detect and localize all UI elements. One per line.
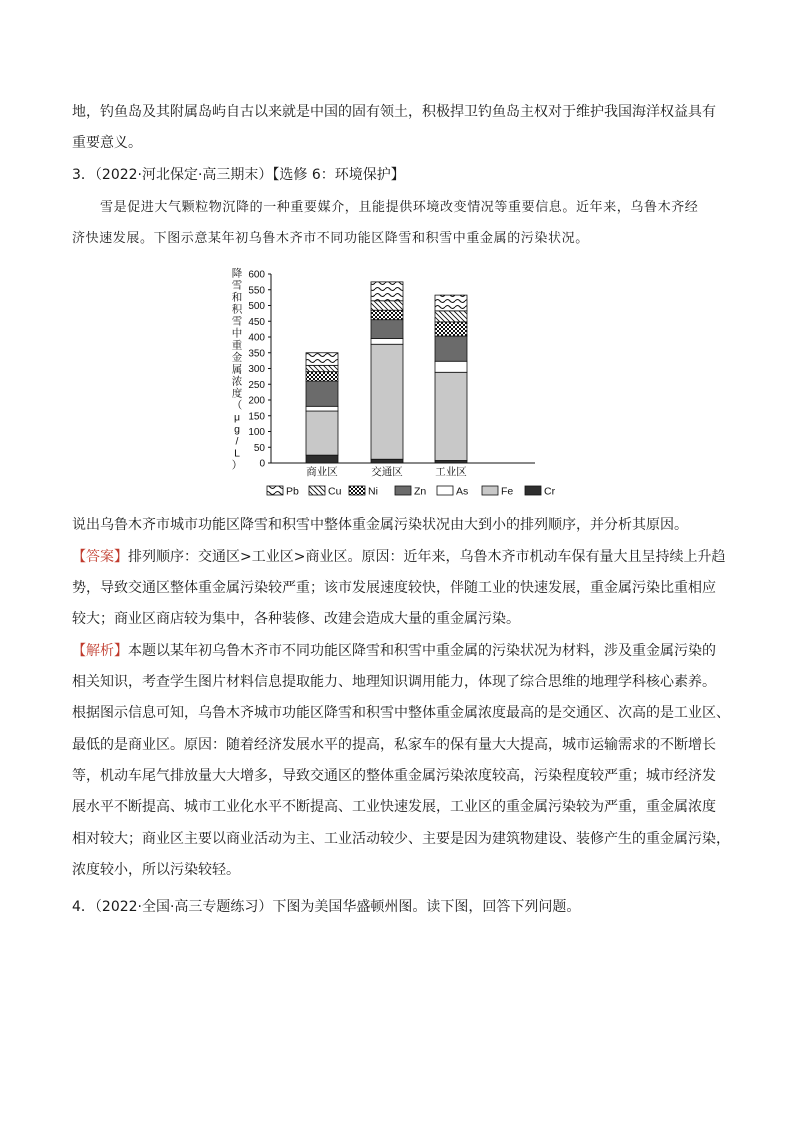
chart-legend <box>267 486 556 498</box>
question-4-heading: 4．（2022·全国·高三专题练习）下图为美国华盛顿州图。读下图，回答下列问题。 <box>72 899 581 915</box>
question-3-material-line-1: 雪是促进大气颗粒物沉降的一种重要媒介，且能提供环境改变情况等重要信息。近年来，乌鲁木齐经 <box>100 200 699 215</box>
y-axis-label <box>232 267 243 472</box>
legend-swatch-Fe <box>482 486 498 495</box>
y-tick-label: 350 <box>248 348 265 360</box>
analysis-line-4: 最低的是商业区。原因：随着经济发展水平的提高，私家车的保有量大大提高，城市运输需求的不断增长 <box>72 737 716 753</box>
bar-segment-Pb <box>306 353 338 366</box>
analysis-line-2: 相关知识，考查学生图片材料信息提取能力、地理知识调用能力，体现了综合思维的地理学科核心素养。 <box>72 674 716 690</box>
bar-segment-Ni <box>371 310 403 319</box>
y-tick-label: 450 <box>248 316 265 328</box>
y-tick-label: 150 <box>248 411 265 423</box>
analysis-line-8: 浓度较小，所以污染较轻。 <box>72 862 240 878</box>
bar-segment-Pb <box>371 282 403 301</box>
y-tick-label: 250 <box>248 379 265 391</box>
bar-segment-Fe <box>435 372 467 460</box>
bar-segment-Cu <box>371 301 403 310</box>
answer-text: 排列顺序：交通区>工业区>商业区。原因：近年来，乌鲁木齐市机动车保有量大且呈持续上升趋 <box>128 549 726 565</box>
y-tick-label: 200 <box>248 395 265 407</box>
legend-swatch-Cr <box>525 486 541 495</box>
analysis-line-1 <box>72 641 716 661</box>
para-line-2: 重要意义。 <box>72 135 142 151</box>
legend-swatch-As <box>437 486 453 495</box>
bar-segment-Cu <box>435 311 467 322</box>
y-tick-label: 0 <box>259 458 265 470</box>
y-tick-label: 100 <box>248 427 265 438</box>
legend-label-Ni: Ni <box>368 485 378 498</box>
analysis-line-6: 展水平不断提高、城市工业化水平不断提高、工业快速发展，工业区的重金属污染较为严重，重金属浓度 <box>72 799 716 815</box>
bar-segment-Cr <box>371 459 403 463</box>
legend-label-Fe: Fe <box>501 485 514 498</box>
analysis-line-3: 根据图示信息可知，乌鲁木齐城市功能区降雪和积雪中整体重金属浓度最高的是交通区、次高的是工业区、 <box>72 705 730 721</box>
question-3-prompt: 说出乌鲁木齐市城市功能区降雪和积雪中整体重金属污染状况由大到小的排列顺序，并分析其原因。 <box>72 517 688 533</box>
legend-label-As: As <box>456 485 469 498</box>
para-line-1: 地，钓鱼岛及其附属岛屿自古以来就是中国的固有领土，积极捍卫钓鱼岛主权对于维护我国海洋权益具有 <box>72 104 716 120</box>
legend-swatch-Pb <box>267 486 283 495</box>
answer-line-1 <box>72 547 725 567</box>
legend-swatch-Ni <box>349 486 365 495</box>
bar-segment-As <box>371 339 403 345</box>
bar-segment-Cr <box>306 455 338 463</box>
y-tick-label: 300 <box>248 364 265 375</box>
legend-label-Pb: Pb <box>286 485 299 498</box>
bar-segment-Pb <box>435 295 467 311</box>
legend-swatch-Zn <box>395 486 411 495</box>
y-tick-label: 50 <box>253 442 265 454</box>
y-tick-label: 550 <box>248 285 265 297</box>
legend-swatch-Cu <box>309 486 325 495</box>
chart-bars <box>306 282 467 478</box>
bar-segment-Zn <box>435 336 467 361</box>
bar-segment-As <box>306 406 338 411</box>
heavy-metal-chart <box>225 262 565 504</box>
bar-segment-As <box>435 361 467 372</box>
x-tick-label: 商业区 <box>306 466 338 478</box>
answer-line-2: 势，导致交通区整体重金属污染较严重；该市发展速度较快，伴随工业的快速发展，重金属污染比重相应 <box>72 580 716 596</box>
analysis-line-7: 相对较大；商业区主要以商业活动为主、工业活动较少、主要是因为建筑物建设、装修产生的重金属污染， <box>72 831 730 847</box>
bar-segment-Zn <box>306 381 338 406</box>
legend-label-Zn: Zn <box>414 485 427 498</box>
question-3-heading: 3．（2022·河北保定·高三期末）【选修 6：环境保护】 <box>72 167 405 183</box>
y-tick-label: 500 <box>248 301 265 312</box>
answer-tag: 【答案】 <box>72 549 128 565</box>
legend-label-Cu: Cu <box>328 485 342 498</box>
y-tick-label: 400 <box>248 332 265 344</box>
analysis-tag: 【解析】 <box>72 643 128 659</box>
bar-segment-Zn <box>371 320 403 339</box>
analysis-line-5: 等，机动车尾气排放量大大增多，导致交通区的整体重金属污染浓度较高，污染程度较严重；城市经济发 <box>72 768 716 784</box>
y-tick-label: 600 <box>248 269 265 281</box>
analysis-text: 本题以某年初乌鲁木齐市不同功能区降雪和积雪中重金属的污染状况为材料，涉及重金属污染的 <box>128 643 716 659</box>
question-3-material-line-2: 济快速发展。下图示意某年初乌鲁木齐市不同功能区降雪和积雪中重金属的污染状况。 <box>72 231 589 246</box>
bar-segment-Fe <box>371 344 403 459</box>
bar-segment-Fe <box>306 411 338 455</box>
bar-segment-Cu <box>306 365 338 371</box>
bar-segment-Ni <box>306 372 338 381</box>
answer-line-3: 较大；商业区商店较为集中，各种装修、改建会造成大量的重金属污染。 <box>72 611 520 627</box>
y-axis-title: 降雪和积雪中重金属浓度（ μ g / L ） <box>231 267 243 472</box>
x-tick-label: 交通区 <box>371 466 403 478</box>
x-tick-label: 工业区 <box>435 466 467 478</box>
legend-label-Cr: Cr <box>544 485 556 498</box>
bar-segment-Ni <box>435 322 467 336</box>
